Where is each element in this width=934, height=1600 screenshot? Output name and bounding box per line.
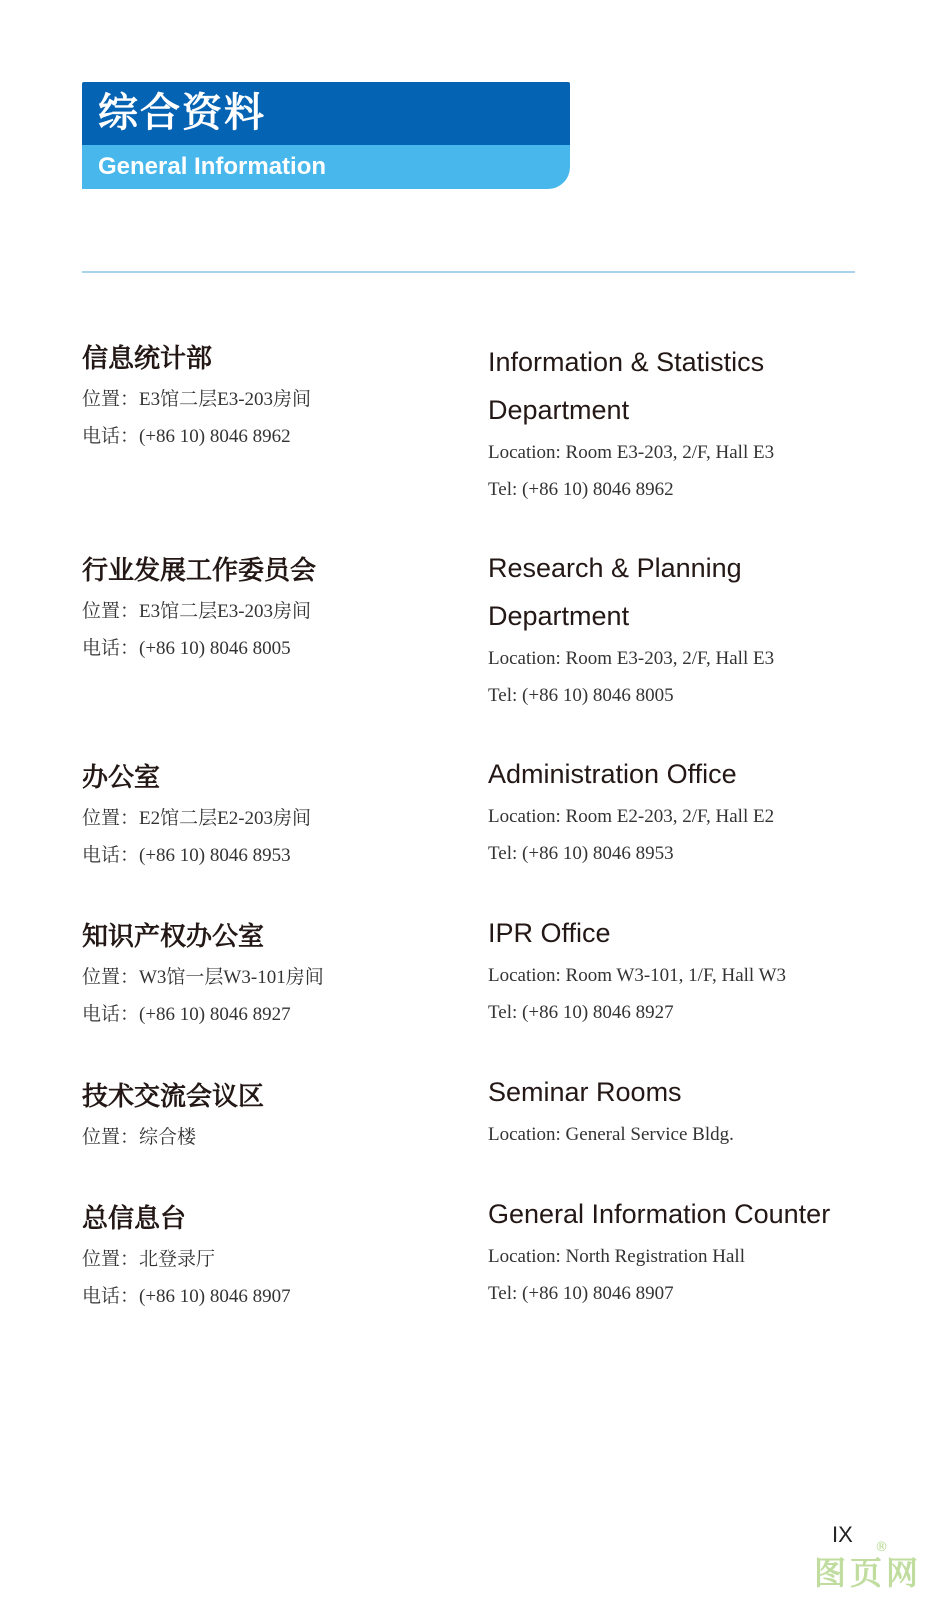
entry-zh-title: 总信息台: [82, 1204, 187, 1234]
entry-zh-info-stats: [82, 343, 462, 455]
entry-zh-ipr: [82, 921, 462, 1033]
entry-en-location: Location: Room E2-203, 2/F, Hall E2: [488, 806, 775, 827]
entry-en-tel: Tel: (+86 10) 8046 8953: [488, 843, 674, 864]
entry-en-tel: Tel: (+86 10) 8046 8907: [488, 1283, 674, 1304]
entry-zh-tel: 电话：(+86 10) 8046 8953: [82, 845, 291, 866]
entry-zh-research: [82, 555, 462, 667]
entry-zh-admin: [82, 762, 462, 874]
entry-zh-location: 位置：E3馆二层E3-203房间: [82, 601, 312, 622]
registered-mark: ®: [875, 1540, 888, 1555]
section-header: [82, 82, 570, 189]
entry-en-ipr: [488, 909, 868, 1031]
header-title-zh: 综合资料: [82, 82, 570, 145]
entry-en-title-line2: Department: [488, 601, 630, 631]
entry-en-research: [488, 544, 868, 714]
entry-zh-tel: 电话：(+86 10) 8046 8005: [82, 638, 291, 659]
entry-zh-title: 办公室: [82, 763, 161, 793]
entry-en-info-stats: [488, 338, 868, 508]
entry-en-title: General Information Counter: [488, 1199, 831, 1229]
entry-zh-location: 位置：北登录厅: [82, 1249, 216, 1270]
entry-en-title: Seminar Rooms: [488, 1077, 682, 1107]
page-number: IX: [832, 1522, 853, 1547]
entry-zh-seminar: [82, 1081, 462, 1156]
divider-line: [82, 271, 855, 273]
entry-zh-title: 技术交流会议区: [82, 1082, 265, 1112]
entry-en-admin: [488, 750, 868, 872]
entry-en-title: Information & Statistics: [488, 347, 765, 377]
entry-en-title: Administration Office: [488, 759, 737, 789]
entry-zh-title: 知识产权办公室: [82, 922, 265, 952]
entry-zh-location: 位置：W3馆一层W3-101房间: [82, 967, 324, 988]
entry-en-location: Location: General Service Bldg.: [488, 1124, 734, 1145]
watermark-logo: 图页网: [814, 1554, 923, 1592]
entry-en-location: Location: North Registration Hall: [488, 1246, 745, 1267]
entry-zh-info-counter: [82, 1203, 462, 1315]
entry-zh-location: 位置：E3馆二层E3-203房间: [82, 389, 312, 410]
entry-en-info-counter: [488, 1190, 868, 1312]
entry-en-location: Location: Room W3-101, 1/F, Hall W3: [488, 965, 787, 986]
entry-en-title-line2: Department: [488, 395, 630, 425]
header-title-en: General Information: [82, 145, 570, 189]
entry-zh-location: 位置：E2馆二层E2-203房间: [82, 808, 312, 829]
entry-en-seminar: [488, 1068, 868, 1153]
entry-en-title: IPR Office: [488, 918, 611, 948]
entry-zh-location: 位置：综合楼: [82, 1127, 197, 1148]
entry-zh-tel: 电话：(+86 10) 8046 8907: [82, 1286, 291, 1307]
entry-zh-title: 信息统计部: [82, 344, 213, 374]
entry-en-location: Location: Room E3-203, 2/F, Hall E3: [488, 442, 775, 463]
entry-zh-tel: 电话：(+86 10) 8046 8927: [82, 1004, 291, 1025]
entry-en-title: Research & Planning: [488, 553, 742, 583]
entry-en-tel: Tel: (+86 10) 8046 8962: [488, 479, 674, 500]
entry-en-location: Location: Room E3-203, 2/F, Hall E3: [488, 648, 775, 669]
entry-zh-tel: 电话：(+86 10) 8046 8962: [82, 426, 291, 447]
entry-en-tel: Tel: (+86 10) 8046 8005: [488, 685, 674, 706]
entry-zh-title: 行业发展工作委员会: [82, 556, 317, 586]
entry-en-tel: Tel: (+86 10) 8046 8927: [488, 1002, 674, 1023]
